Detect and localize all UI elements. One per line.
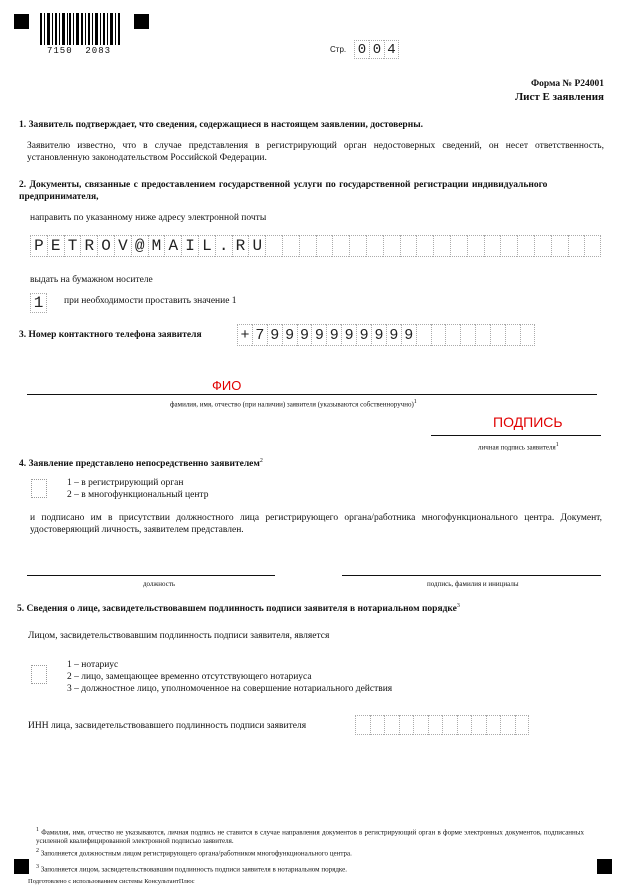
inn-cell[interactable]	[399, 715, 414, 735]
footnote-2: $^2$ Заполняется должностным лицом регистрирующего органа/работником многофункционального центра.	[36, 848, 352, 858]
email-cell[interactable]	[400, 235, 417, 257]
inn-cell[interactable]	[500, 715, 515, 735]
phone-cell[interactable]: 9	[311, 324, 326, 346]
corner-marker-bottom-right	[597, 859, 612, 874]
name-caption: подпись, фамилия и инициалы	[427, 580, 519, 588]
email-cell[interactable]: L	[198, 235, 215, 257]
section4-option2: 2 – в многофункциональный центр	[67, 490, 209, 500]
phone-cell[interactable]: 9	[341, 324, 356, 346]
email-cell[interactable]: R	[232, 235, 249, 257]
section1-text: Заявителю известно, что в случае представления в регистрирующий орган недостоверных сведений, он несет ответственность, установленную законодательством Российской Федерации.	[27, 141, 604, 163]
email-cell[interactable]: U	[248, 235, 265, 257]
phone-cell[interactable]	[475, 324, 490, 346]
email-cell[interactable]: P	[30, 235, 47, 257]
inn-cell[interactable]	[457, 715, 472, 735]
paper-label: выдать на бумажном носителе	[30, 275, 153, 285]
sign-caption: личная подпись заявителя$^1$	[478, 442, 559, 452]
phone-cell[interactable]: 7	[252, 324, 267, 346]
phone-cell[interactable]: 9	[401, 324, 416, 346]
email-cell[interactable]	[450, 235, 467, 257]
email-cell[interactable]	[584, 235, 601, 257]
fio-line	[27, 394, 597, 395]
paper-value[interactable]: 1	[30, 293, 47, 313]
paper-hint: при необходимости проставить значение 1	[64, 296, 237, 306]
fio-caption: фамилия, имя, отчество (при наличии) заявителя (указываются собственноручно)$^1$	[170, 399, 417, 409]
phone-cell[interactable]: 9	[267, 324, 282, 346]
inn-label: ИНН лица, засвидетельствовавшего подлинность подписи заявителя	[28, 721, 307, 731]
email-cell[interactable]: R	[80, 235, 97, 257]
section2-heading: 2. Документы, связанные с предоставлением государственной услуги по государственной регистрации индивидуального предпринимателя,	[19, 180, 548, 202]
phone-cell[interactable]: 9	[356, 324, 371, 346]
phone-cell[interactable]: 9	[282, 324, 297, 346]
page-number-cell: 0	[369, 40, 384, 59]
phone-cell[interactable]	[431, 324, 446, 346]
email-cell[interactable]: T	[64, 235, 81, 257]
email-label: направить по указанному ниже адресу электронной почты	[30, 213, 267, 223]
inn-cell[interactable]	[442, 715, 457, 735]
email-cell[interactable]	[383, 235, 400, 257]
corner-marker-top-left	[14, 14, 29, 29]
section1-heading: 1. Заявитель подтверждает, что сведения, содержащиеся в настоящем заявлении, достоверны.	[19, 120, 423, 130]
email-cell[interactable]	[433, 235, 450, 257]
inn-cells[interactable]	[355, 715, 529, 735]
email-cell[interactable]	[500, 235, 517, 257]
email-cell[interactable]: M	[148, 235, 165, 257]
inn-cell[interactable]	[471, 715, 486, 735]
phone-cell[interactable]	[505, 324, 520, 346]
position-caption: должность	[143, 580, 176, 588]
section5-option-cell[interactable]	[31, 665, 47, 684]
barcode	[40, 13, 122, 45]
phone-cells[interactable]	[237, 324, 535, 346]
footnote-1: $^1$ Фамилия, имя, отчество не указываются, личная подпись не ставится в случае направления документов в регистрирующий орган в форме электронных документов, подписанных усиленной квалифицированной электронной подписью заявителя.	[36, 827, 584, 846]
form-title: Форма № Р24001	[530, 79, 604, 89]
email-cell[interactable]	[299, 235, 316, 257]
email-cell[interactable]: A	[164, 235, 181, 257]
phone-cell[interactable]: 9	[297, 324, 312, 346]
sign-line	[431, 435, 601, 436]
section5-option1: 1 – нотариус	[67, 660, 119, 670]
page-number-cells	[354, 40, 399, 59]
email-cell[interactable]	[568, 235, 585, 257]
email-cell[interactable]	[517, 235, 534, 257]
section4-text: и подписано им в присутствии должностного лица регистрирующего органа/работника многофункционального центра. Документ, удостоверяющий личность, заявителем представлен.	[30, 513, 602, 535]
phone-cell[interactable]	[490, 324, 505, 346]
section5-option2: 2 – лицо, замещающее временно отсутствующего нотариуса	[67, 672, 312, 682]
email-cell[interactable]: E	[47, 235, 64, 257]
email-cell[interactable]	[316, 235, 333, 257]
page-number-cell: 0	[354, 40, 369, 59]
section4-heading: 4. Заявление представлено непосредственно заявителем$^2$	[19, 458, 263, 470]
position-line	[27, 575, 275, 576]
email-cell[interactable]: O	[97, 235, 114, 257]
phone-cell[interactable]: 9	[386, 324, 401, 346]
email-cell[interactable]	[484, 235, 501, 257]
email-cell[interactable]	[349, 235, 366, 257]
email-cell[interactable]	[265, 235, 282, 257]
section5-heading: 5. Сведения о лице, засвидетельствовавшем подлинность подписи заявителя в нотариальном порядке$^3$	[17, 603, 460, 615]
email-cell[interactable]: .	[215, 235, 232, 257]
inn-cell[interactable]	[486, 715, 501, 735]
inn-cell[interactable]	[384, 715, 399, 735]
email-cell[interactable]: @	[131, 235, 148, 257]
phone-cell[interactable]: +	[237, 324, 252, 346]
section5-intro: Лицом, засвидетельствовавшим подлинность подписи заявителя, является	[28, 631, 330, 641]
email-cell[interactable]	[416, 235, 433, 257]
corner-marker-bottom-left	[14, 859, 29, 874]
email-cell[interactable]	[467, 235, 484, 257]
inn-cell[interactable]	[413, 715, 428, 735]
phone-cell[interactable]	[460, 324, 475, 346]
prepared-note: Подготовлено с использованием системы КонсультантПлюс	[28, 878, 195, 885]
phone-cell[interactable]	[445, 324, 460, 346]
sheet-title: Лист Е заявления	[514, 91, 604, 103]
email-cells[interactable]	[30, 235, 601, 257]
inn-cell[interactable]	[515, 715, 530, 735]
page-label: Стр.	[330, 45, 347, 54]
email-cell[interactable]: V	[114, 235, 131, 257]
email-cell[interactable]	[551, 235, 568, 257]
email-cell[interactable]	[534, 235, 551, 257]
paper-cell[interactable]	[30, 293, 47, 313]
footnote-3: $^3$ Заполняется лицом, засвидетельствовавшим подлинность подписи заявителя в нотариальном порядке.	[36, 864, 347, 874]
sign-stamp: ПОДПИСЬ	[493, 414, 563, 430]
name-line	[342, 575, 601, 576]
inn-cell[interactable]	[355, 715, 370, 735]
email-cell[interactable]	[366, 235, 383, 257]
section3-heading: 3. Номер контактного телефона заявителя	[19, 330, 202, 340]
section4-option-cell[interactable]	[31, 479, 47, 498]
page-number-cell: 4	[384, 40, 399, 59]
phone-cell[interactable]	[520, 324, 535, 346]
barcode-number: 7150 2083	[47, 46, 112, 56]
inn-cell[interactable]	[370, 715, 385, 735]
phone-cell[interactable]: 9	[326, 324, 341, 346]
phone-cell[interactable]	[416, 324, 431, 346]
corner-marker-top-right	[134, 14, 149, 29]
phone-cell[interactable]: 9	[371, 324, 386, 346]
email-cell[interactable]	[282, 235, 299, 257]
section4-option1: 1 – в регистрирующий орган	[67, 478, 184, 488]
email-cell[interactable]	[332, 235, 349, 257]
email-cell[interactable]: I	[181, 235, 198, 257]
inn-cell[interactable]	[428, 715, 443, 735]
fio-stamp: ФИО	[212, 378, 242, 393]
section5-option3: 3 – должностное лицо, уполномоченное на совершение нотариального действия	[67, 684, 393, 694]
